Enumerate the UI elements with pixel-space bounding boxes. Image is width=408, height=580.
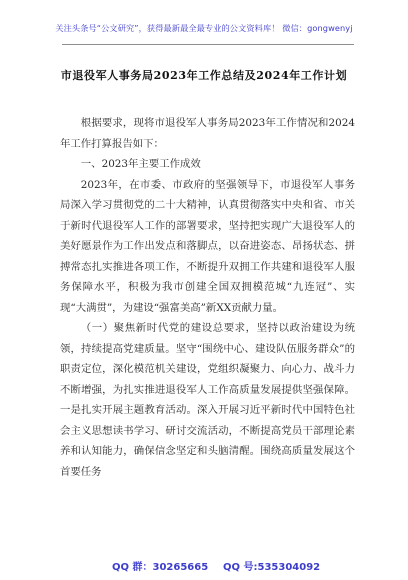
promo-banner-text: 关注头条号“公文研究”，获得最新最全最专业的公文资料库！ 微信：gongwenyj (55, 23, 353, 33)
promo-header (0, 0, 408, 54)
intro-paragraph: 根据要求，现将市退役军人事务局2023年工作情况和2024年工作打算报告如下： (60, 117, 355, 150)
document-title: 市退役军人事务局2023年工作总结及2024年工作计划 (60, 69, 348, 82)
section-heading: 一、2023年主要工作成效 (80, 158, 201, 170)
document-body (60, 113, 355, 482)
qq-account-number: QQ 号:535304092 (223, 562, 321, 573)
paragraph-achievements: 2023年，在市委、市政府的坚强领导下，市退役军人事务局深入学习贯彻党的二十大精神，认真贯彻落实中央和省、市关于新时代退役军人工作的部署要求，坚持把实现广大退役军人的美好愿景作为工作出发点和落脚点，以奋进姿态、昂扬状态、拼搏常态扎实推进各项工作，不断提升双拥工作共建和退役军人服务保障水平，积极为我市创建全国双拥模范城“九连冠”、实现“大满贯”，为建设“强富美高”新XX贡献力量。 (60, 178, 355, 314)
qq-group-number: QQ 群：30265665 (112, 562, 209, 573)
contact-footer (0, 558, 408, 578)
paragraph-party-building: （一）聚焦新时代党的建设总要求，坚持以政治建设为统领，持续提高党建质量。坚守“围绕中心、建设队伍服务群众”的职责定位，深化模范机关建设，党组织凝聚力、向心力、战斗力不断增强，为扎实推进退役军人工作高质量发展提供坚强保障。一是扎实开展主题教育活动。深入开展习近平新时代中国特色社会主义思想读书学习、研讨交流活动，不断提高党员干部理论素养和认知能力，确保信念坚定和头脑清醒。围绕高质量发展这个首要任务 (60, 322, 355, 478)
header-divider (62, 44, 354, 45)
